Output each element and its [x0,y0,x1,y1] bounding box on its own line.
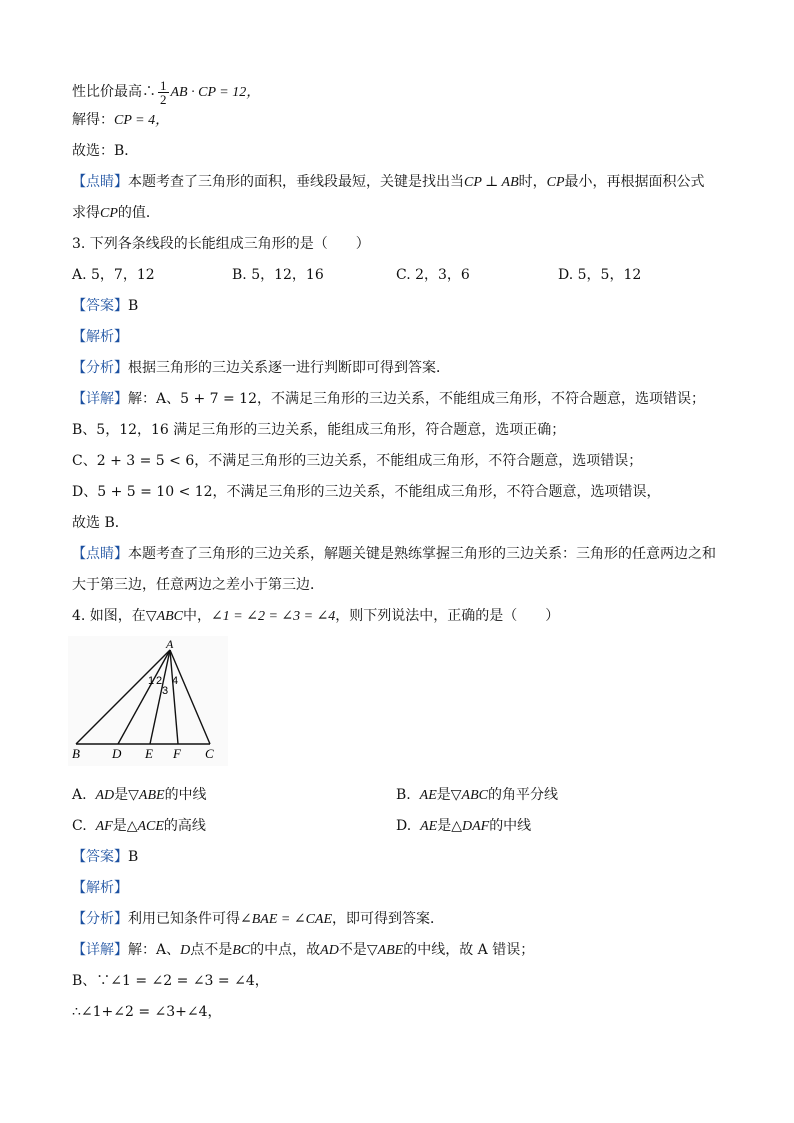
math-expression: △ACE [126,819,164,834]
line-text: 不是 [338,942,367,958]
text-line [72,909,444,930]
text-line: B、∵∠1 = ∠2 = ∠3 = ∠4， [72,973,269,989]
analysis-tag: 【解析】 [72,329,128,345]
text-line: C、2 + 3 = 5 < 6，不满足三角形的三边关系，不能组成三角形，不符合题意，选项错误； [72,453,643,469]
line-text: 是 [437,818,452,834]
math-expression: AB · CP = 12， [170,85,261,100]
line-text: 求得 [72,205,100,221]
text-line [72,110,169,131]
triangle-figure [68,636,228,770]
section-tag: 【详解】 [72,391,128,407]
option-c: C. 2，3，6 [396,267,470,283]
math-expression: ▽ABC [145,609,184,624]
line-text: 本题考查了三角形的面积，垂线段最短，关键是找出当 [128,174,464,190]
section-tag: 【分析】 [72,911,128,927]
line-text: 的中点，故 [250,942,321,958]
math-expression: ∠BAE = ∠CAE [240,912,333,927]
line-text: 本题考查了三角形的三边关系，解题关键是熟练掌握三角形的三边关系：三角形的任意两边之和 [128,546,716,562]
text-line: B、5，12，16 满足三角形的三边关系，能组成三角形，符合题意，选项正确； [72,422,566,438]
math-expression: AE [419,788,437,803]
text-line: 大于第三边，任意两边之差小于第三边． [72,577,324,593]
question-4 [72,606,559,627]
line-text: 是 [436,787,451,803]
math-expression: CP [100,206,118,221]
line-text: 中， [183,608,212,624]
line-text: 时， [518,174,547,190]
text-line [72,544,716,564]
math-expression: D [180,943,191,958]
math-expression: CP = 4， [114,113,170,128]
option-letter: B. [396,787,411,803]
math-expression: ▽ABE [366,943,404,958]
line-text: 点不是 [190,942,233,958]
question-3: 3. 下列各条线段的长能组成三角形的是（ ） [72,236,370,252]
text-line: 故选 B． [72,515,129,531]
line-text: 的高线 [163,818,206,834]
text-line: ∴∠1+∠2 = ∠3+∠4， [72,1004,222,1020]
line-text: 的角平分线 [487,787,558,803]
option-b: B. 5，12，16 [232,267,324,283]
option-d [396,816,531,837]
line-text: 是 [112,818,127,834]
math-expression: AD [95,788,115,803]
text-line [72,940,534,961]
section-tag: 【分析】 [72,360,128,376]
line-text: 最小，再根据面积公式 [564,174,705,190]
math-expression: AE [420,819,438,834]
line-text: 解：A、 [128,942,181,958]
section-tag: 【点睛】 [72,174,128,190]
option-letter: D. [396,818,412,834]
answer-line [72,847,138,867]
line-text: ，则下列说法中，正确的是（ ） [335,608,560,624]
math-expression: BC [232,943,251,958]
fraction [158,79,169,106]
line-text: 解：A、5 + 7 = 12，不满足三角形的三边关系，不能组成三角形，不符合题意，选项错误； [128,391,705,407]
text-line: D、5 + 5 = 10 < 12，不满足三角形的三边关系，不能组成三角形，不符合题意，选项错误， [72,484,661,500]
point-label-f: F [173,746,181,761]
point-label-e: E [145,746,153,761]
section-tag: 【答案】 [72,849,128,865]
math-expression: AF [95,819,113,834]
option-letter: A. [72,787,87,803]
math-expression: AD [320,943,339,958]
point-label-b: B [72,746,80,761]
triangle-diagram [68,636,228,766]
text-line [72,203,160,224]
section-tag: 【点睛】 [72,546,128,562]
angle-label-4: 4 [172,675,179,687]
answer-line [72,296,138,316]
point-label-d: D [112,746,122,761]
math-expression: CP ⊥ AB [464,175,519,190]
analysis-tag: 【解析】 [72,880,128,896]
option-c [72,816,206,837]
answer-value: B [128,298,139,314]
angle-label-1: 1 [148,675,155,687]
line-text: 解得： [72,112,114,128]
section-tag: 【答案】 [72,298,128,314]
option-b [396,785,558,806]
line-text: 根据三角形的三边关系逐一进行判断即可得到答案． [128,360,450,376]
line-text: 利用已知条件可得 [128,911,240,927]
text-line [72,74,260,111]
math-expression: ▽ABC [450,788,488,803]
fraction-denominator: 2 [160,91,167,107]
text-line [72,172,705,193]
angle-label-2: 2 [156,675,163,687]
line-text: 是 [114,787,129,803]
angle-label-3: 3 [162,685,169,697]
math-expression: ∠1 = ∠2 = ∠3 = ∠4 [211,609,336,624]
fraction-numerator: 1 [160,77,167,93]
math-expression: ▽ABE [128,788,165,803]
line-text: 的值． [117,205,160,221]
option-a: A. 5，7，12 [72,267,155,283]
line-text: 的中线，故 A 错误； [403,942,535,958]
text-line [72,389,705,409]
text-line [72,358,450,378]
text-line: 故选：B． [72,143,139,159]
line-text: 性比价最高∴ [72,84,156,100]
line-text: 的中线 [164,787,207,803]
answer-value: B [128,849,139,865]
option-a [72,785,207,806]
math-expression: △DAF [451,819,490,834]
line-text: ，即可得到答案． [332,911,445,927]
option-letter: C. [72,818,87,834]
point-label-c: C [205,746,214,761]
section-tag: 【详解】 [72,942,128,958]
line-text: 4. 如图，在 [72,608,146,624]
line-text: 的中线 [489,818,532,834]
point-label-a: A [166,637,174,651]
math-expression: CP [546,175,565,190]
option-d: D. 5，5，12 [558,267,642,283]
